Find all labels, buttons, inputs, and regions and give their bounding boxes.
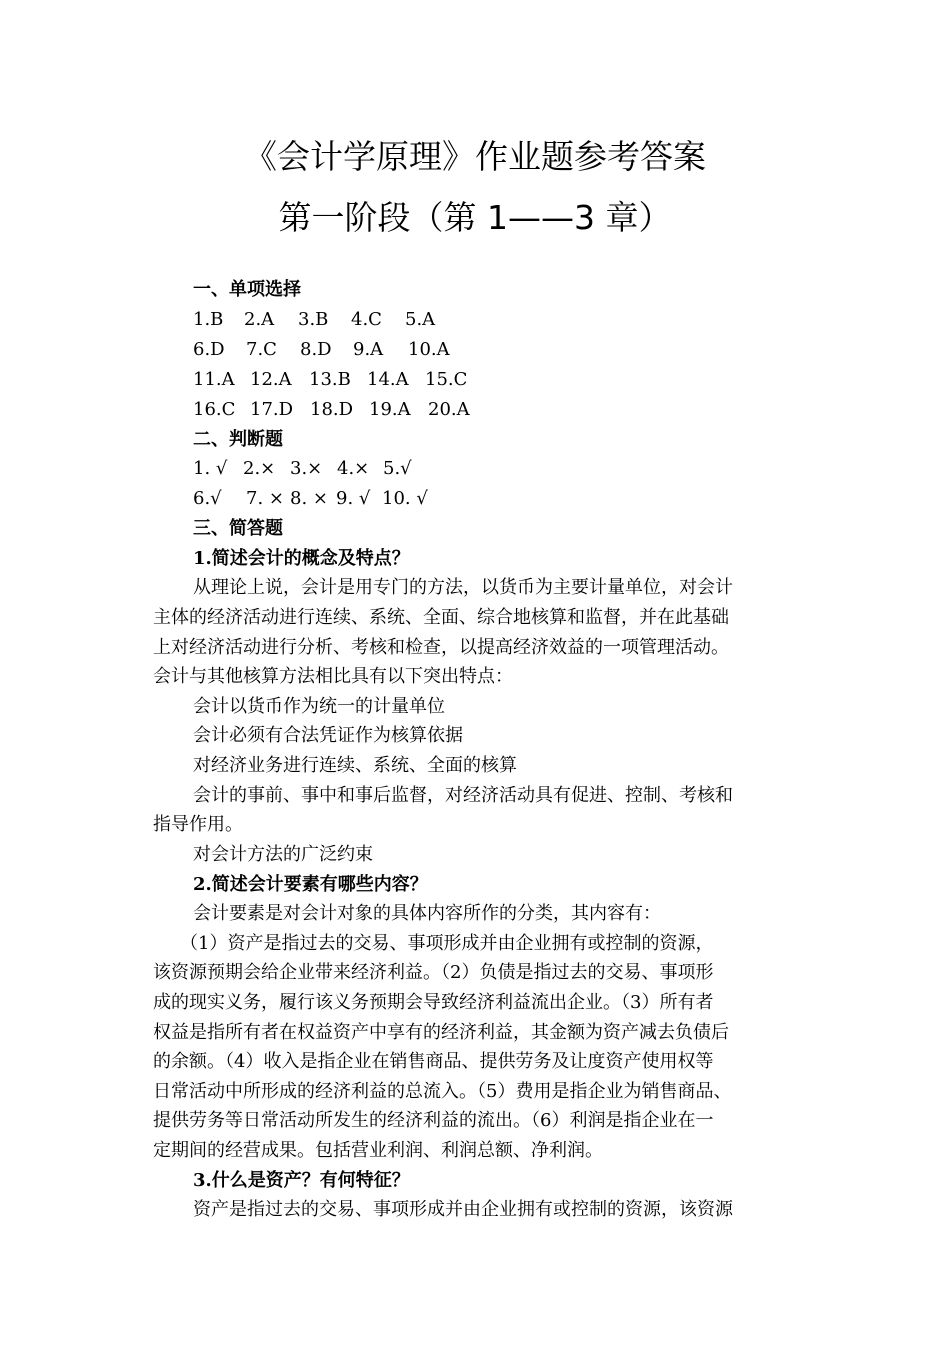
paragraph-line: 定期间的经营成果。包括营业利润、利润总额、净利润。 [153,1140,603,1161]
answer-item: 2.× [243,458,276,479]
answer-row [193,395,493,425]
section-heading-choice: 一、单项选择 [193,279,301,300]
answer-item: 12.A [250,369,292,390]
answer-item: 1.B [193,309,224,330]
paragraph-line: （1）资产是指过去的交易、事项形成并由企业拥有或控制的资源， [180,933,714,954]
answer-item: 3.× [290,458,323,479]
answer-item: 6.√ [193,488,222,509]
paragraph-line: 会计与其他核算方法相比具有以下突出特点： [153,666,513,687]
answer-row [193,365,493,395]
document-title: 《会计学原理》作业题参考答案 [244,137,706,176]
answer-item: 7.C [246,339,277,360]
answer-item: 16.C [193,399,236,420]
answer-row [193,335,493,365]
answer-item: 10. √ [382,488,428,509]
answer-item: 9.A [353,339,384,360]
question-heading: 2.简述会计要素有哪些内容？ [193,874,428,895]
document-subtitle: 第一阶段（第 1——3 章） [278,198,672,237]
paragraph-line: 成的现实义务，履行该义务预期会导致经济利益流出企业。（3）所有者 [153,992,714,1013]
answer-item: 5.√ [383,458,412,479]
answer-item: 4.× [337,458,370,479]
answer-item: 15.C [425,369,468,390]
paragraph-line: 对经济业务进行连续、系统、全面的核算 [193,755,517,776]
paragraph-line: 会计必须有合法凭证作为核算依据 [193,725,463,746]
answer-item: 11.A [193,369,235,390]
answer-item: 4.C [351,309,382,330]
answer-item: 6.D [193,339,225,360]
answer-row [193,484,493,514]
paragraph-line: 会计要素是对会计对象的具体内容所作的分类，其内容有： [193,903,661,924]
paragraph-line: 资产是指过去的交易、事项形成并由企业拥有或控制的资源，该资源 [193,1199,733,1220]
paragraph-line: 对会计方法的广泛约束 [193,844,373,865]
paragraph-line: 指导作用。 [153,814,243,835]
answer-item: 13.B [309,369,351,390]
paragraph-line: 会计以货币作为统一的计量单位 [193,696,445,717]
paragraph-line: 的余额。（4）收入是指企业在销售商品、提供劳务及让度资产使用权等 [153,1051,714,1072]
paragraph-line: 上对经济活动进行分析、考核和检查，以提高经济效益的一项管理活动。 [153,637,729,658]
section-heading-short-answer: 三、简答题 [193,518,283,539]
question-heading: 3.什么是资产？有何特征？ [193,1170,410,1191]
answer-item: 2.A [244,309,275,330]
answer-item: 9. √ [336,488,371,509]
answer-item: 5.A [405,309,436,330]
answer-item: 3.B [298,309,329,330]
answer-item: 8. × [290,488,328,509]
answer-row [193,454,493,484]
paragraph-line: 会计的事前、事中和事后监督，对经济活动具有促进、控制、考核和 [193,785,733,806]
answer-item: 17.D [250,399,294,420]
question-heading: 1.简述会计的概念及特点？ [193,548,410,569]
answer-item: 20.A [428,399,470,420]
paragraph-line: 权益是指所有者在权益资产中享有的经济利益，其金额为资产减去负债后 [153,1022,729,1043]
answer-row [193,305,493,335]
answer-item: 14.A [367,369,409,390]
answer-item: 1. √ [193,458,228,479]
section-heading-judge: 二、判断题 [193,429,283,450]
answer-item: 7. × [246,488,284,509]
paragraph-line: 从理论上说，会计是用专门的方法，以货币为主要计量单位，对会计 [193,577,733,598]
paragraph-line: 主体的经济活动进行连续、系统、全面、综合地核算和监督，并在此基础 [153,607,729,628]
paragraph-line: 日常活动中所形成的经济利益的总流入。（5）费用是指企业为销售商品、 [153,1081,732,1102]
answer-item: 19.A [369,399,411,420]
paragraph-line: 该资源预期会给企业带来经济利益。（2）负债是指过去的交易、事项形 [153,962,714,983]
answer-item: 8.D [300,339,332,360]
paragraph-line: 提供劳务等日常活动所发生的经济利益的流出。（6）利润是指企业在一 [153,1110,714,1131]
answer-item: 10.A [408,339,450,360]
answer-item: 18.D [310,399,354,420]
